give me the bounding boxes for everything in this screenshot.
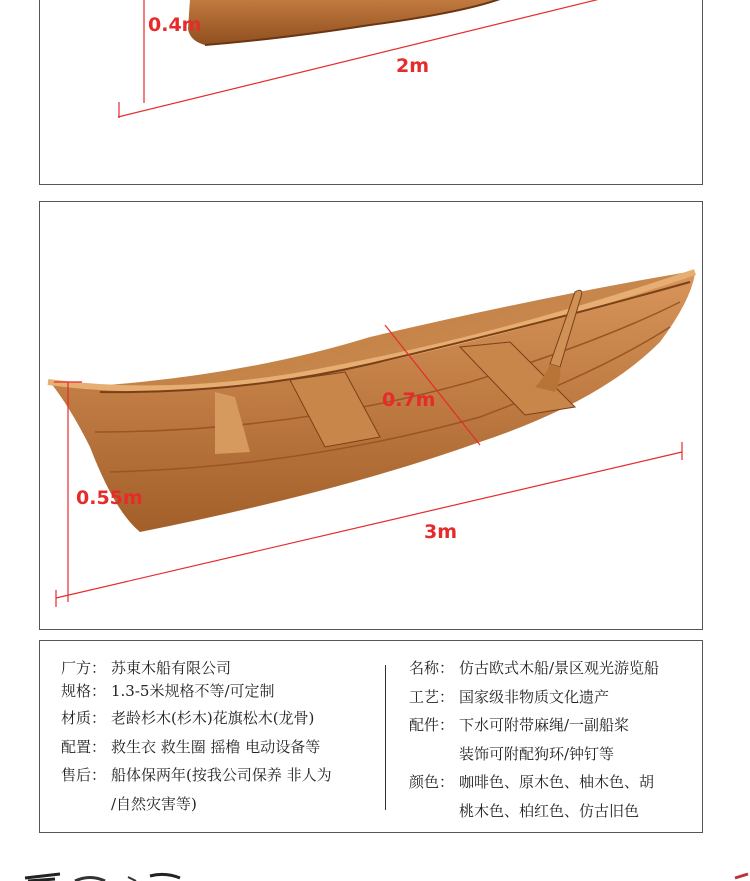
spec-row-colors — [409, 768, 699, 797]
boat-bottom-illustration — [40, 0, 703, 185]
column-divider — [385, 665, 386, 810]
spec-value: 装饰可附配狗环/钟钉等 — [459, 744, 615, 763]
spec-value: 救生衣 救生圈 摇橹 电动设备等 — [111, 737, 321, 756]
spec-value: 下水可附带麻绳/一副船桨 — [459, 716, 630, 734]
length-dimension-label: 2m — [396, 55, 430, 77]
spec-value: 老龄杉木(杉木)花旗松木(龙骨) — [111, 709, 315, 727]
length-dimension-label: 3m — [424, 521, 458, 543]
spec-value: 仿古欧式木船/景区观光游览船 — [459, 659, 660, 677]
spec-value: 咖啡色、原木色、柚木色、胡 — [459, 773, 655, 791]
spec-value: 桃木色、柏红色、仿古旧色 — [459, 801, 640, 820]
spec-key: 名称： — [409, 659, 455, 677]
height-dimension-label: 0.4m — [148, 14, 202, 36]
spec-key: 厂方： — [61, 659, 107, 677]
spec-key: 规格： — [61, 682, 107, 700]
spec-row-size — [61, 679, 391, 704]
width-dimension-label: 0.7m — [382, 389, 436, 411]
spec-row-colors-cont — [409, 797, 699, 826]
spec-row-name — [409, 654, 699, 683]
spec-row-accessories-cont — [409, 740, 699, 769]
spec-key: 配件： — [409, 716, 455, 734]
boat-image-panel-top — [39, 0, 703, 185]
spec-key: 配置： — [61, 737, 107, 756]
spec-column-right — [409, 654, 699, 825]
spec-row-accessories — [409, 711, 699, 740]
spec-value: 1.3-5米规格不等/可定制 — [111, 682, 275, 700]
spec-value: 船体保两年(按我公司保养 非人为 — [111, 766, 332, 784]
spec-key: 售后： — [61, 766, 107, 784]
spec-key: 工艺： — [409, 687, 455, 706]
spec-value: /自然灾害等) — [111, 794, 197, 813]
product-spec-table — [39, 640, 703, 833]
spec-row-after-sales-cont — [61, 790, 391, 819]
spec-value: 苏東木船有限公司 — [111, 659, 232, 677]
depth-dimension-label: 0.55m — [76, 487, 143, 509]
spec-row-equipment — [61, 733, 391, 762]
spec-row-after-sales — [61, 761, 391, 790]
spec-key: 颜色： — [409, 773, 455, 791]
brush-decoration — [0, 862, 750, 881]
boat-image-panel-main — [39, 201, 703, 630]
spec-key: 材质： — [61, 709, 107, 727]
spec-row-craft — [409, 683, 699, 712]
spec-row-material — [61, 704, 391, 733]
spec-value: 国家级非物质文化遗产 — [459, 687, 610, 706]
spec-row-manufacturer — [61, 657, 391, 679]
wooden-boat-illustration — [40, 202, 703, 630]
spec-column-left — [61, 657, 391, 818]
